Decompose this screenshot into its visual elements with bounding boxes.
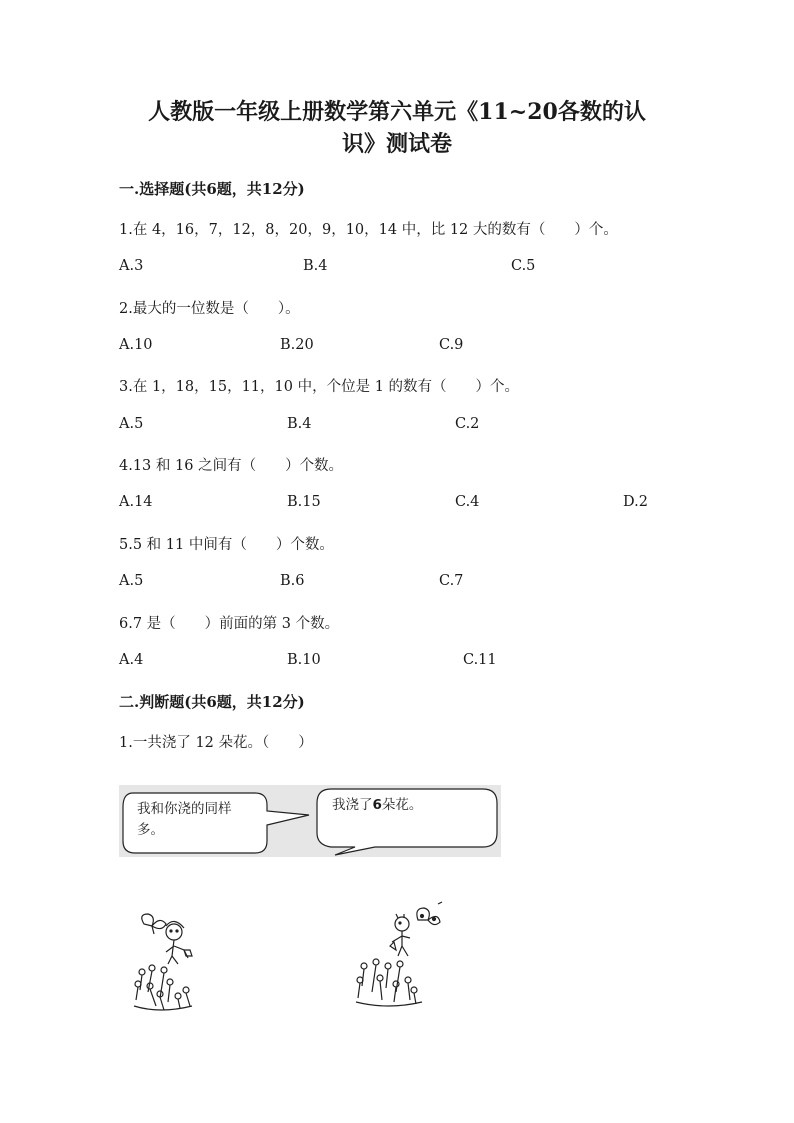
question-2-1: 1.一共浇了 12 朵花。（ ）	[119, 735, 313, 751]
option-1-2-c: C.9	[439, 337, 464, 353]
option-1-5-b: B.6	[280, 573, 305, 589]
option-1-4-b: B.15	[287, 494, 321, 510]
right-bubble-text	[332, 795, 422, 816]
option-1-5-c: C.7	[439, 573, 464, 589]
question-1-4: 4.13 和 16 之间有（ ）个数。	[119, 458, 344, 474]
right-bubble-number: 6	[372, 797, 382, 813]
question-1-2: 2.最大的一位数是（ ）。	[119, 301, 300, 317]
child-figure	[390, 914, 410, 956]
option-1-1-c: C.5	[511, 258, 536, 274]
left-bubble-text	[137, 799, 232, 841]
option-1-3-a: A.5	[119, 416, 144, 432]
child-figure	[166, 921, 192, 964]
option-1-6-b: B.10	[287, 652, 321, 668]
option-1-2-b: B.20	[280, 337, 314, 353]
flower-group	[134, 965, 192, 1010]
right-bubble-prefix: 我浇了	[332, 797, 373, 813]
title-line-1: 人教版一年级上册数学第六单元《11~20各数的认	[148, 99, 646, 125]
question-1-1: 1.在 4，16，7，12，8，20，9，10，14 中，比 12 大的数有（ ）个。	[119, 222, 618, 238]
option-1-4-a: A.14	[119, 494, 153, 510]
option-1-1-a: A.3	[119, 258, 144, 274]
option-1-5-a: A.5	[119, 573, 144, 589]
page-title	[110, 96, 684, 160]
question-1-6: 6.7 是（ ）前面的第 3 个数。	[119, 616, 340, 632]
option-1-6-a: A.4	[119, 652, 144, 668]
butterfly-icon	[417, 902, 442, 925]
question-1-5: 5.5 和 11 中间有（ ）个数。	[119, 537, 334, 553]
kid-watering-flowers-right	[352, 900, 452, 1010]
option-1-4-c: C.4	[455, 494, 480, 510]
section-1-heading: 一.选择题(共6题，共12分)	[119, 180, 305, 198]
left-bubble-line-2: 多。	[137, 822, 164, 838]
option-1-4-d: D.2	[623, 494, 648, 510]
speech-bubbles-illustration	[119, 785, 501, 860]
title-line-2: 识》测试卷	[341, 131, 452, 157]
flower-group	[356, 959, 422, 1006]
right-bubble-suffix: 朵花。	[381, 797, 423, 813]
question-1-3: 3.在 1，18，15，11，10 中，个位是 1 的数有（ ）个。	[119, 379, 520, 395]
option-1-3-b: B.4	[287, 416, 312, 432]
option-1-1-b: B.4	[303, 258, 328, 274]
option-1-3-c: C.2	[455, 416, 480, 432]
butterfly-icon	[142, 914, 166, 934]
option-1-2-a: A.10	[119, 337, 153, 353]
section-2-heading: 二.判断题(共6题，共12分)	[119, 693, 305, 711]
kid-watering-flowers-left	[130, 906, 210, 1016]
left-bubble-line-1: 我和你浇的同样	[137, 801, 232, 817]
option-1-6-c: C.11	[463, 652, 497, 668]
